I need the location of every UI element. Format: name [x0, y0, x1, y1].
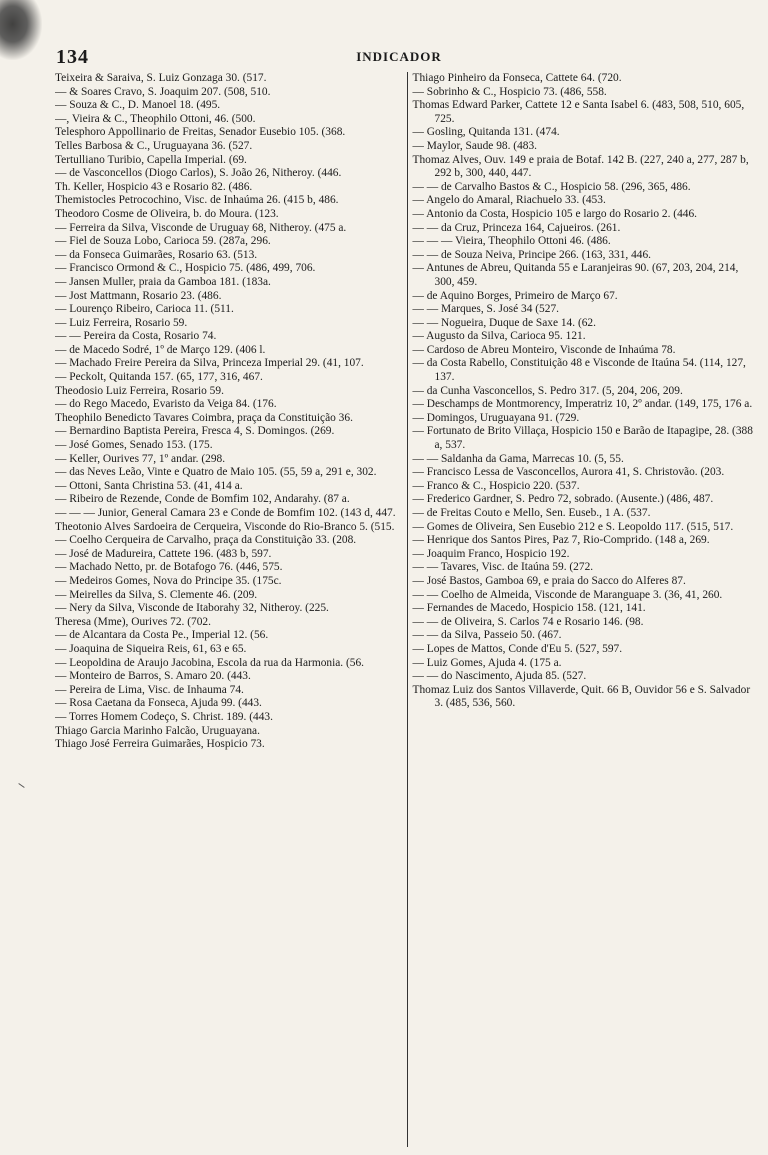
directory-entry: — Ottoni, Santa Christina 53. (41, 414 a. — [55, 479, 243, 492]
directory-entry: — — — Vieira, Theophilo Ottoni 46. (486. — [412, 235, 611, 248]
directory-entry: — Jansen Muller, praia da Gamboa 181. (183a. — [55, 275, 271, 288]
directory-entry: — Henrique dos Santos Pires, Paz 7, Rio-Comprido. (148 a, 269. — [412, 534, 710, 547]
directory-entry: — José Bastos, Gamboa 69, e praia do Sacco do Alferes 87. — [412, 574, 686, 587]
directory-columns — [55, 72, 760, 1147]
directory-entry: — Antonio da Costa, Hospicio 105 e largo do Rosario 2. (446. — [412, 207, 698, 220]
directory-entry: Telesphoro Appollinario de Freitas, Senador Eusebio 105. (368. — [55, 126, 346, 139]
directory-entry: Teixeira & Saraiva, S. Luiz Gonzaga 30. (517. — [55, 72, 267, 84]
directory-entry: — Maylor, Saude 98. (483. — [412, 139, 538, 152]
directory-entry: — Luiz Gomes, Ajuda 4. (175 a. — [412, 656, 562, 669]
directory-entry: — Joaquim Franco, Hospicio 192. — [412, 547, 570, 560]
directory-entry: —, Vieira & C., Theophilo Ottoni, 46. (500. — [55, 112, 256, 125]
directory-entry: — Monteiro de Barros, S. Amaro 20. (443. — [55, 670, 251, 683]
margin-mark — [18, 783, 24, 788]
directory-entry: — Nery da Silva, Visconde de Itaborahy 32, Nitheroy. (225. — [55, 602, 329, 615]
directory-entry: — Francisco Lessa de Vasconcellos, Aurora 41, S. Christovão. (203. — [412, 466, 725, 479]
directory-entry: — José de Madureira, Cattete 196. (483 b, 597. — [55, 547, 272, 560]
directory-entry: Th. Keller, Hospicio 43 e Rosario 82. (486. — [55, 180, 253, 193]
directory-entry: Thiago Garcia Marinho Falcão, Uruguayana. — [55, 724, 260, 737]
directory-entry: — Fiel de Souza Lobo, Carioca 59. (287a, 296. — [55, 235, 271, 248]
running-title: INDICADOR — [356, 49, 442, 64]
directory-entry: — Angelo do Amaral, Riachuelo 33. (453. — [412, 194, 606, 207]
directory-entry: — Torres Homem Codeço, S. Christ. 189. (443. — [55, 710, 273, 723]
directory-entry: — Meirelles da Silva, S. Clemente 46. (209. — [55, 588, 258, 601]
directory-entry: — Sobrinho & C., Hospicio 73. (486, 558. — [412, 85, 607, 98]
directory-entry: — de Aquino Borges, Primeiro de Março 67. — [412, 289, 618, 302]
directory-entry: — Medeiros Gomes, Nova do Principe 35. (175c. — [55, 574, 282, 587]
directory-entry: — Fernandes de Macedo, Hospicio 158. (121, 141. — [412, 602, 646, 615]
directory-entry: Telles Barbosa & C., Uruguayana 36. (527. — [55, 139, 253, 152]
directory-entry: Thomaz Alves, Ouv. 149 e praia de Botaf. 142 B. (227, 240 a, 277, 287 b, 292 b, 300, 440, 447. — [412, 153, 749, 180]
directory-entry: — — da Silva, Passeio 50. (467. — [412, 629, 562, 642]
directory-entry: — Ribeiro de Rezende, Conde de Bomfim 102, Andarahy. (87 a. — [55, 493, 350, 506]
directory-entry: Thiago José Ferreira Guimarães, Hospicio 73. — [55, 738, 265, 751]
directory-entry: — — de Carvalho Bastos & C., Hospicio 58. (296, 365, 486. — [412, 180, 691, 193]
directory-entry: — — Nogueira, Duque de Saxe 14. (62. — [412, 316, 596, 329]
directory-entry: — — do Nascimento, Ajuda 85. (527. — [412, 670, 587, 683]
directory-entry: Theodosio Luiz Ferreira, Rosario 59. — [55, 384, 224, 397]
directory-entry: Tertulliano Turibio, Capella Imperial. (69. — [55, 153, 247, 166]
page-number: 134 — [56, 46, 89, 68]
directory-entry: — Augusto da Silva, Carioca 95. 121. — [412, 330, 586, 343]
directory-entry: — — Pereira da Costa, Rosario 74. — [55, 330, 217, 343]
directory-entry: — — de Oliveira, S. Carlos 74 e Rosario 146. (98. — [412, 615, 644, 628]
directory-entry: — Luiz Ferreira, Rosario 59. — [55, 316, 188, 329]
directory-entry: Theotonio Alves Sardoeira de Cerqueira, Visconde do Rio-Branco 5. (515. — [55, 520, 395, 533]
directory-entry: — de Alcantara da Costa Pe., Imperial 12. (56. — [55, 629, 269, 642]
directory-entry: — Jost Mattmann, Rosario 23. (486. — [55, 289, 222, 302]
directory-entry: — das Neves Leão, Vinte e Quatro de Maio 105. (55, 59 a, 291 e, 302. — [55, 466, 377, 479]
directory-entry: — Bernardino Baptista Pereira, Fresca 4, S. Domingos. (269. — [55, 425, 335, 438]
directory-entry: — Cardoso de Abreu Monteiro, Visconde de Inhaúma 78. — [412, 343, 676, 356]
directory-entry: — Antunes de Abreu, Quitanda 55 e Laranjeiras 90. (67, 203, 204, 214, 300, 459. — [412, 262, 739, 288]
directory-entry: — — Coelho de Almeida, Visconde de Maranguape 3. (36, 41, 260. — [412, 588, 723, 601]
directory-entry: — Gosling, Quitanda 131. (474. — [412, 126, 560, 139]
directory-entry: — Frederico Gardner, S. Pedro 72, sobrado. (Ausente.) (486, 487. — [412, 493, 714, 506]
directory-entry: — do Rego Macedo, Evaristo da Veiga 84. (176. — [55, 398, 277, 411]
directory-entry: — & Soares Cravo, S. Joaquim 207. (508, 510. — [55, 85, 271, 98]
directory-entry: — Machado Netto, pr. de Botafogo 76. (446, 575. — [55, 561, 283, 574]
directory-entry: Theophilo Benedicto Tavares Coimbra, praça da Constituição 36. — [55, 411, 353, 424]
directory-entry: — Lourenço Ribeiro, Carioca 11. (511. — [55, 303, 234, 316]
directory-entry: — — Saldanha da Gama, Marrecas 10. (5, 55. — [412, 452, 624, 465]
left-column — [55, 72, 408, 1147]
directory-entry: Thomas Edward Parker, Cattete 12 e Santa Isabel 6. (483, 508, 510, 605, 725. — [412, 99, 745, 125]
directory-entry: — Keller, Ourives 77, 1º andar. (298. — [55, 452, 226, 465]
directory-entry: — Gomes de Oliveira, Sen Eusebio 212 e S. Leopoldo 117. (515, 517. — [412, 520, 734, 533]
directory-entry: — Ferreira da Silva, Visconde de Uruguay 68, Nitheroy. (475 a. — [55, 221, 347, 234]
directory-entry: — — de Souza Neiva, Principe 266. (163, 331, 446. — [412, 248, 652, 261]
directory-entry: Thiago Pinheiro da Fonseca, Cattete 64. (720. — [412, 72, 622, 84]
directory-entry: — Souza & C., D. Manoel 18. (495. — [55, 99, 221, 112]
directory-entry: — — — Junior, General Camara 23 e Conde de Bomfim 102. (143 d, 447. — [55, 507, 396, 519]
directory-entry: — — Marques, S. José 34 (527. — [412, 303, 559, 316]
directory-entry: — de Vasconcellos (Diogo Carlos), S. João 26, Nitheroy. (446. — [55, 167, 342, 180]
directory-entry: — de Freitas Couto e Mello, Sen. Euseb., 1 A. (537. — [412, 507, 651, 519]
directory-entry: — Rosa Caetana da Fonseca, Ajuda 99. (443. — [55, 697, 262, 710]
directory-entry: — Deschamps de Montmorency, Imperatriz 10, 2º andar. (149, 175, 176 a. — [412, 398, 753, 411]
directory-entry: — Francisco Ormond & C., Hospicio 75. (486, 499, 706. — [55, 262, 316, 275]
directory-entry: — Coelho Cerqueira de Carvalho, praça da Constituição 33. (208. — [55, 534, 357, 547]
page-header — [56, 46, 742, 68]
directory-entry: — Fortunato de Brito Villaça, Hospicio 150 e Barão de Itapagipe, 28. (388 a, 537. — [412, 425, 753, 452]
directory-entry: — da Fonseca Guimarães, Rosario 63. (513. — [55, 248, 258, 261]
directory-entry: — Lopes de Mattos, Conde d'Eu 5. (527, 597. — [412, 642, 623, 655]
directory-entry: Themistocles Petrocochino, Visc. de Inhaúma 26. (415 b, 486. — [55, 194, 339, 207]
directory-entry: — — da Cruz, Princeza 164, Cajueiros. (261. — [412, 221, 621, 234]
directory-entry: Theodoro Cosme de Oliveira, b. do Moura. (123. — [55, 207, 279, 220]
directory-entry: — da Cunha Vasconcellos, S. Pedro 317. (5, 204, 206, 209. — [412, 384, 683, 397]
directory-entry: — — Tavares, Visc. de Itaúna 59. (272. — [412, 561, 594, 574]
directory-entry: — de Macedo Sodré, 1º de Março 129. (406 l. — [55, 343, 266, 356]
page-stain — [0, 0, 42, 60]
right-column — [408, 72, 761, 1147]
directory-entry: — Pereira de Lima, Visc. de Inhauma 74. — [55, 683, 244, 696]
directory-entry: — Franco & C., Hospicio 220. (537. — [412, 479, 580, 492]
directory-entry: Thomaz Luiz dos Santos Villaverde, Quit. 66 B, Ouvidor 56 e S. Salvador 3. (485, 536, 560. — [412, 683, 751, 710]
directory-entry: — Machado Freire Pereira da Silva, Princeza Imperial 29. (41, 107. — [55, 357, 364, 370]
directory-entry: Theresa (Mme), Ourives 72. (702. — [55, 615, 211, 628]
directory-entry: — Leopoldina de Araujo Jacobina, Escola da rua da Harmonia. (56. — [55, 656, 365, 669]
directory-entry: — Joaquina de Siqueira Reis, 61, 63 e 65. — [55, 642, 247, 655]
directory-entry: — José Gomes, Senado 153. (175. — [55, 439, 213, 452]
directory-entry: — Peckolt, Quitanda 157. (65, 177, 316, 467. — [55, 371, 263, 384]
directory-entry: — Domingos, Uruguayana 91. (729. — [412, 411, 580, 424]
directory-entry: — da Costa Rabello, Constituição 48 e Visconde de Itaúna 54. (114, 127, 137. — [412, 357, 746, 384]
